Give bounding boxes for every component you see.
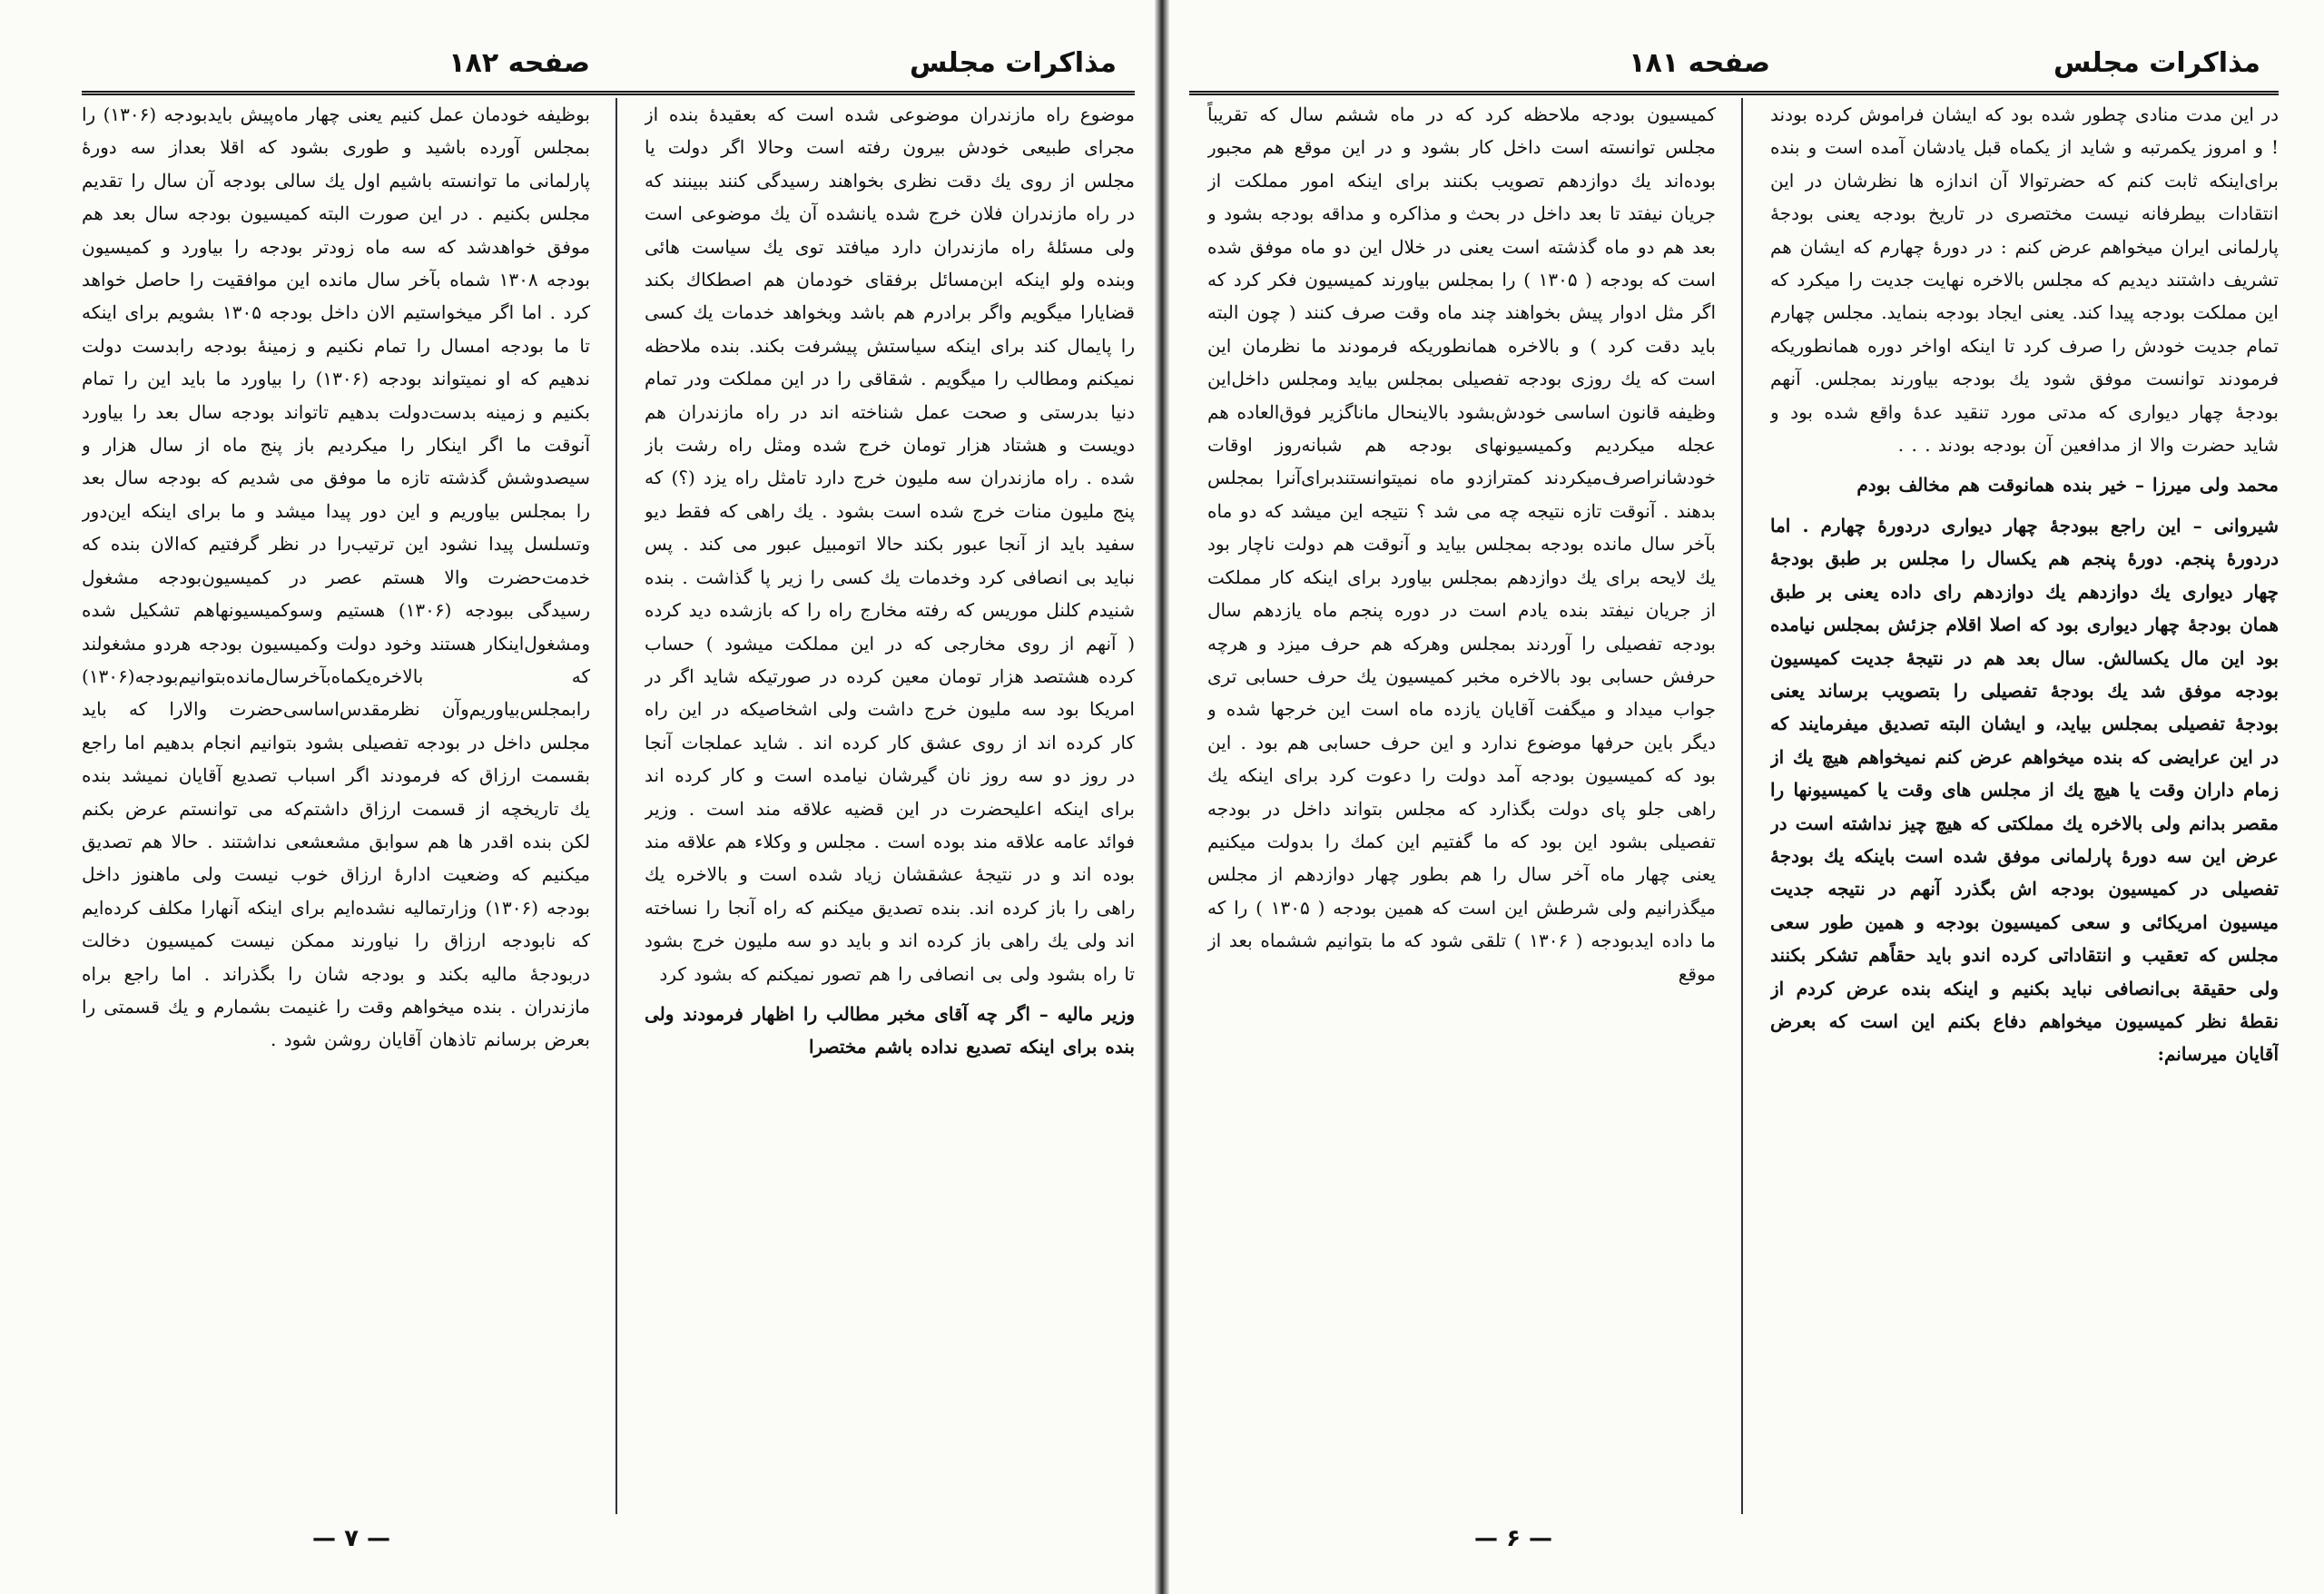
header-page-number: صفحه ۱۸۱	[1629, 47, 1770, 79]
paragraph: محمد ولی میرزا – خیر بنده همانوقت هم مخالف بودم	[1856, 474, 2279, 497]
page-header	[1189, 44, 2279, 95]
column-divider	[1741, 98, 1743, 1514]
text-column-left	[82, 98, 590, 1519]
paragraph: وزیر مالیه – اگر چه آقای مخبر مطالب را اظهار فرمودند ولی بنده برای اینکه تصدیع نداده باشم مختصرا	[645, 1002, 1135, 1058]
text-column-right	[1770, 98, 2279, 1519]
column-divider	[615, 98, 617, 1514]
page-footer-number: — ۷ —	[312, 1525, 390, 1552]
header-page-number: صفحه ۱۸۲	[448, 47, 590, 79]
header-title: مذاکرات مجلس	[909, 47, 1117, 79]
paragraph: شیروانی – این راجع ببودجهٔ چهار دیواری دردورهٔ چهارم . اما دردورهٔ پنجم. دورهٔ پنجم هم یکسال را مجلس بر طبق بودجهٔ چهار دیواری یك دوازدهم یك دوازدهم رای داده یعنی بر طبق همان بودجهٔ چهار دیواری بود که اصلا اقلام جزئش بمجلس نیامده بود این مال یکسالش. سال بعد هم در نتیجهٔ جدیت کمیسیون بودجه موفق شد یك بودجهٔ تفصیلی را بتصویب برساند یعنی بودجهٔ تفصیلی بمجلس بیاید، و ایشان البته تصدیق میفرمایند که در این عرایضی که بنده میخواهم عرض کنم نمیخواهم هیچ یك از زمام داران وقت یا هیچ یك از مجلس های وقت یا کمیسیونها را مقصر بدانم ولی بالاخره یك مملکتی که هیچ چیز نداشته است در عرض این سه دورهٔ پارلمانی موفق شده است باینکه یك بودجهٔ تفصیلی در کمیسیون بودجه اش بگذرد آنهم در نتیجه جدیت میسیون امریکائی و سعی کمیسیون بودجه و همین طور سعی مجلس که تعقیب و انتقاداتی کرده اندو باید حقاًهم تشکر بکنند ولی حقیقة بی‌انصافی نباید بکنیم و اینکه بنده عرض کردم از نقطهٔ نظر کمیسیون میخواهم دفاع بکنم این است که بعرض آقایان میرسانم:	[1770, 514, 2279, 1066]
page-181	[1189, 0, 2279, 1594]
text-column-right	[645, 98, 1135, 1519]
book-gutter	[1155, 0, 1169, 1594]
page-footer-number: — ۶ —	[1474, 1525, 1552, 1552]
paragraph: موضوع راه مازندران موضوعی شده است که بعقیدهٔ بنده از مجرای طبیعی خودش بیرون رفته است وحالا اگر دولت یا مجلس از روی یك دقت نظری بخواهند رسیدگی کنند ببینند که در راه مازندران فلان خرج شده یانشده آن یك موضوعی است ولی مسئلهٔ راه مازندران دارد میافتد توی یك سیاست هائی وبنده ولو اینکه ابن‌مسائل برفقای خودمان هم اصطکاك بکند قضایارا میگویم واگر برادرم هم باشد وبخواهد خدمات یك کسی را پایمال کند برای اینکه سیاستش پیشرفت بکند. بنده ملاحظه نمیکنم ومطالب را میگویم . شقاقی را در این مملکت ودر تمام دنیا بدرستی و صحت عمل شناخته اند در راه مازندران هم دویست و هشتاد هزار تومان خرج شده ومثل راه رشت باز شده . راه مازندران سه ملیون خرج دارد تامثل راه یزد (؟) که پنج ملیون منات خرج شده است بشود . یك راهی که فقط دیو سفید باید از آنجا عبور بکند حالا اتومبیل عبور می کند . پس نباید بی انصافی کرد وخدمات یك کسی را زیر پا گذاشت . بنده شنیدم کلنل موریس که رفته مخارج راه را که بازشده دید کرده ( آنهم از روی مخارجی که در این مملکت میشود ) حساب کرده هشتصد هزار تومان معین کرده در صورتیکه شاید اگر در امریکا بود سه ملیون خرج داشت ولی اشخاصیکه در این راه کار کرده اند از روی عشق کار کرده اند . شاید عملجات آنجا در روز دو سه روز نان گیرشان نیامده است و کار کرده اند برای اینکه اعلیحضرت در این قضیه علاقه مند است . وزیر فوائد عامه علاقه مند بوده است . مجلس و وکلاء هم علاقه مند بوده اند و در نتیجهٔ عشقشان زیاد شده است و بالاخره یك راهی را باز کرده اند. بنده تصدیق میکنم که راه آنجا را نساخته اند ولی یك راهی باز کرده اند و باید دو سه ملیون خرج بشود تا راه بشود ولی بی انصافی را هم تصور نمیکنم که بشود کرد	[645, 103, 1135, 985]
page-182	[82, 0, 1135, 1594]
paragraph: کمیسیون بودجه ملاحظه کرد که در ماه ششم سال که تقریباً مجلس توانسته است داخل کار بشود و در این موقع هم مجبور بوده‌اند یك دوازدهم تصویب بکنند برای اینکه امور مملکت از جریان نیفتد تا بعد داخل در بحث و مذاکره و مداقه بودجه بشود و بعد هم دو ماه گذشته است یعنی در خلال این دو ماه موفق شده است که بودجه ( ۱۳۰۵ ) را بمجلس بیاورند کمیسیون فکر کرد که اگر مثل ادوار پیش بخواهند چند ماه وقت صرف کنند ( چون البته باید دقت کرد ) و بالاخره همانطوریکه فرمودند ما نظرمان این است که یك روزی بودجه تفصیلی بمجلس بیاید ومجلس داخل‌این وظیفه قانون اساسی خودش‌بشود بالاینحال ماناگزیر فوق‌العاده هم عجله میکردیم وکمیسیونهای بودجه هم شبانه‌روز اوقات خودشانراصرف‌میکردند کمترازدو ماه نمیتوانستندبرای‌آنرا بمجلس بدهند . آنوقت تازه نتیجه چه می شد ؟ نتیجه این میشد که دو ماه بآخر سال مانده بودجه بمجلس بیاید و آنوقت هم دولت ناچار بود یك لایحه برای یك دوازدهم بمجلس بیاورد برای اینکه کار مملکت از جریان نیفتد بنده یادم است در دوره پنجم ماه یازدهم سال بودجه تفصیلی را آوردند بمجلس وهرکه هم حرف میزد و هرچه حرفش حسابی بود بالاخره مخبر کمیسیون یك حرف حسابی تری جواب میداد و میگفت آقایان یازده ماه است این خرجها شده و دیگر باین حرفها موضوع ندارد و این حرف حسابی هم بود . این بود که کمیسیون بودجه آمد دولت را دعوت کرد برای اینکه یك راهی جلو پای دولت بگذارد که مجلس بتواند داخل در بودجه تفصیلی بشود این بود که ما گفتیم این کمك را بدولت میکنیم یعنی چهار ماه آخر سال را هم بطور چهار دوازدهم از مجلس میگذرانیم ولی شرطش این است که همین بودجه ( ۱۳۰۵ ) را که ما داده ایدبودجه ( ۱۳۰۶ ) تلقی شود که ما بتوانیم ششماه بعد از موقع	[1207, 103, 1716, 985]
paragraph: بوظیفه خودمان عمل کنیم یعنی چهار ماه‌پیش بایدبودجه (۱۳۰۶) را بمجلس آورده باشید و طوری بشود که اقلا بعداز سه دورهٔ پارلمانی ما توانسته باشیم اول یك سالی بودجه آن سال را تقدیم مجلس بکنیم . در این صورت البته کمیسیون بودجه سال بعد هم موفق خواهدشد که سه ماه زودتر بودجه را بیاورد و کمیسیون بودجه ۱۳۰۸ شماه بآخر سال مانده این موافقیت را حاصل خواهد کرد . اما اگر میخواستیم الان داخل بودجه ۱۳۰۵ بشویم برای اینکه تا ما بودجه امسال را تمام نکنیم و زمینهٔ بودجه رابدست دولت ندهیم که او نمیتواند بودجه (۱۳۰۶) را بیاورد ما باید این را تمام بکنیم و زمینه بدست‌دولت بدهیم تاتواند بودجه سال بعد را بیاورد آنوقت ما اگر اینکار را میکردیم باز پنج ماه از سال هزار و سیصدوشش گذشته تازه ما موفق می شدیم که بودجه سال بعد را بمجلس بیاوریم و این دور پیدا میشد و ما برای اینکه این‌دور وتسلسل پیدا نشود این ترتیب‌را در نظر گرفتیم که‌الان بنده که خدمت‌حضرت والا هستم عصر در کمیسیون‌بودجه مشغول رسیدگی ببودجه (۱۳۰۶) هستیم وسوکمیسیونهاهم تشکیل شده ومشغول‌اینکار هستند وخود دولت وکمیسیون بودجه هردو مشغولند که بالاخره‌یکماه‌بآخرسال‌مانده‌بتوانیم‌بودجه(۱۳۰۶) رابمجلس‌بیاوریم‌وآن نظرمقدس‌اساسی‌حضرت والارا که باید مجلس داخل در بودجه تفصیلی بشود بتوانیم انجام بدهیم اما راجع بقسمت ارزاق که فرمودند اگر اسباب تصدیع آقایان نمیشد بنده یك تاریخچه از قسمت ارزاق داشتم‌که می توانستم عرض بکنم لکن بنده اقدر ها هم سوابق مشعشعی نداشتند . حالا هم تصدیق میکنیم که وضعیت ادارهٔ ارزاق خوب نیست ولی ماهنوز داخل بودجه (۱۳۰۶) وزارتمالیه نشده‌ایم برای اینکه آنهارا مکلف کرده‌ایم که نابودجه ارزاق را نیاورند ممکن نیست کمیسیون دخالت دربودجهٔ مالیه بکند و بودجه شان را بگذراند . اما راجع براه مازندران . بنده میخواهم وقت را غنیمت بشمارم و یك قسمتی را بعرض برسانم تاذهان آقایان روشن شود .	[82, 103, 590, 1051]
page-header	[82, 44, 1135, 95]
paragraph: در این مدت منادی چطور شده بود که ایشان فراموش کرده بودند ! و امروز یکمرتبه و شاید از یکماه قبل یادشان آمده است و بنده برای‌اینکه ثابت کنم که حضرتوالا آن اندازه ها نظرشان در این انتقادات بیطرفانه نیست مختصری در تاریخ بودجه یعنی بودجهٔ پارلمانی ایران میخواهم عرض کنم : در دورهٔ چهارم که ایشان هم تشریف داشتند دیدیم که مجلس بالاخره نهایت جدیت را میکرد که این مملکت بودجه پیدا کند. یعنی ایجاد بودجه بنماید. مجلس چهارم تمام جدیت خودش را صرف کرد تا اینکه اواخر دوره همانطوریکه فرمودند توانست موفق شود یك بودجه بیاورند بمجلس. آنهم بودجهٔ چهار دیواری که مدتی مورد تنقید عدهٔ واقع شده بود و شاید حضرت والا از مدافعین آن بودجه بودند . . .	[1770, 103, 2279, 457]
text-column-left	[1207, 98, 1716, 1519]
header-title: مذاکرات مجلس	[2053, 47, 2260, 79]
